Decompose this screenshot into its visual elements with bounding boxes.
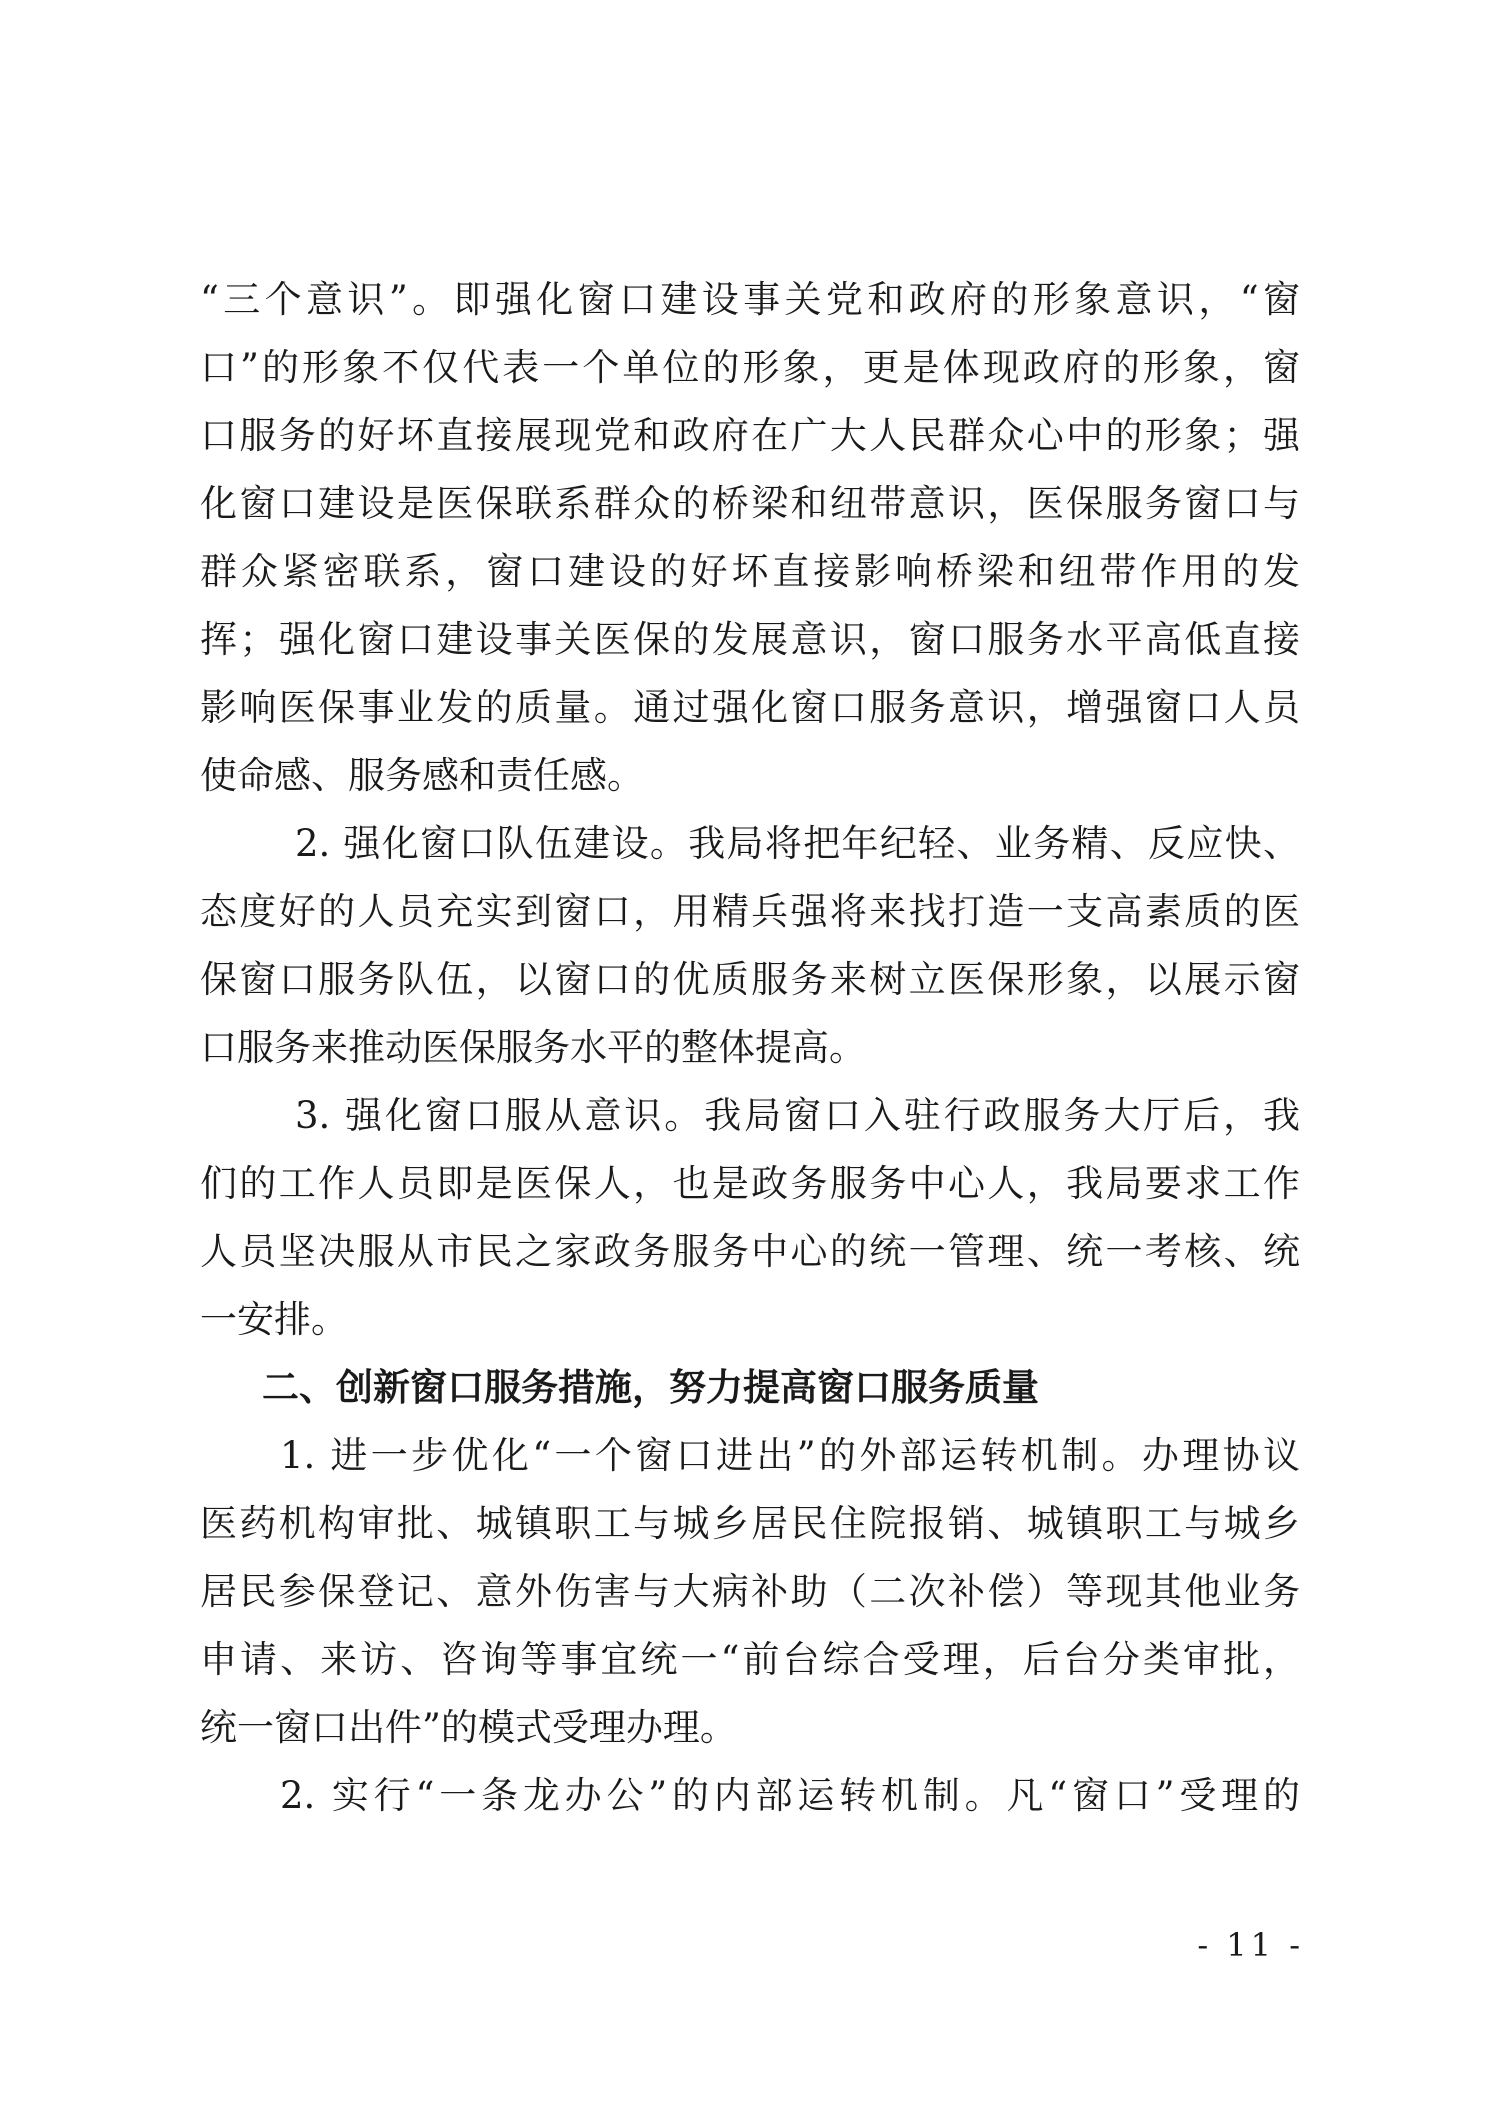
body-text-line: 使命感、服务感和责任感。: [200, 754, 644, 797]
body-text-line: 一安排。: [200, 1298, 348, 1341]
body-text-line: 挥；强化窗口建设事关医保的发展意识，窗口服务水平高低直接: [200, 618, 1300, 661]
body-text-line: 口服务的好坏直接展现党和政府在广大人民群众心中的形象；强: [200, 414, 1300, 457]
body-text-line: 2. 强化窗口队伍建设。我局将把年纪轻、业务精、反应快、: [295, 822, 1300, 865]
body-text-line: 保窗口服务队伍，以窗口的优质服务来树立医保形象，以展示窗: [200, 958, 1300, 1001]
body-text-line: 1. 进一步优化“一个窗口进出”的外部运转机制。办理协议: [280, 1434, 1300, 1477]
body-text-line: “三个意识”。即强化窗口建设事关党和政府的形象意识，“窗: [200, 278, 1300, 321]
body-text-line: 2. 实行“一条龙办公”的内部运转机制。凡“窗口”受理的: [280, 1774, 1300, 1817]
body-text-line: 医药机构审批、城镇职工与城乡居民住院报销、城镇职工与城乡: [200, 1502, 1300, 1545]
body-text-line: 态度好的人员充实到窗口，用精兵强将来找打造一支高素质的医: [200, 890, 1300, 933]
body-text-line: 群众紧密联系，窗口建设的好坏直接影响桥梁和纽带作用的发: [200, 550, 1300, 593]
body-text-line: 化窗口建设是医保联系群众的桥梁和纽带意识，医保服务窗口与: [200, 482, 1300, 525]
body-text-line: 3. 强化窗口服从意识。我局窗口入驻行政服务大厅后，我: [295, 1094, 1300, 1137]
body-text-line: 们的工作人员即是医保人，也是政务服务中心人，我局要求工作: [200, 1162, 1300, 1205]
page-number: - 11 -: [1197, 1926, 1304, 1964]
body-text-line: 口”的形象不仅代表一个单位的形象，更是体现政府的形象，窗: [200, 346, 1300, 389]
body-text-line: 统一窗口出件”的模式受理办理。: [200, 1706, 737, 1749]
body-text-line: 居民参保登记、意外伤害与大病补助（二次补偿）等现其他业务: [200, 1570, 1300, 1613]
body-text-line: 影响医保事业发的质量。通过强化窗口服务意识，增强窗口人员: [200, 686, 1300, 729]
body-text-line: 申请、来访、咨询等事宜统一“前台综合受理，后台分类审批，: [200, 1638, 1300, 1681]
body-text-line: 口服务来推动医保服务水平的整体提高。: [200, 1026, 866, 1069]
section-heading: 二、创新窗口服务措施，努力提高窗口服务质量: [262, 1366, 1039, 1409]
body-text-line: 人员坚决服从市民之家政务服务中心的统一管理、统一考核、统: [200, 1230, 1300, 1273]
